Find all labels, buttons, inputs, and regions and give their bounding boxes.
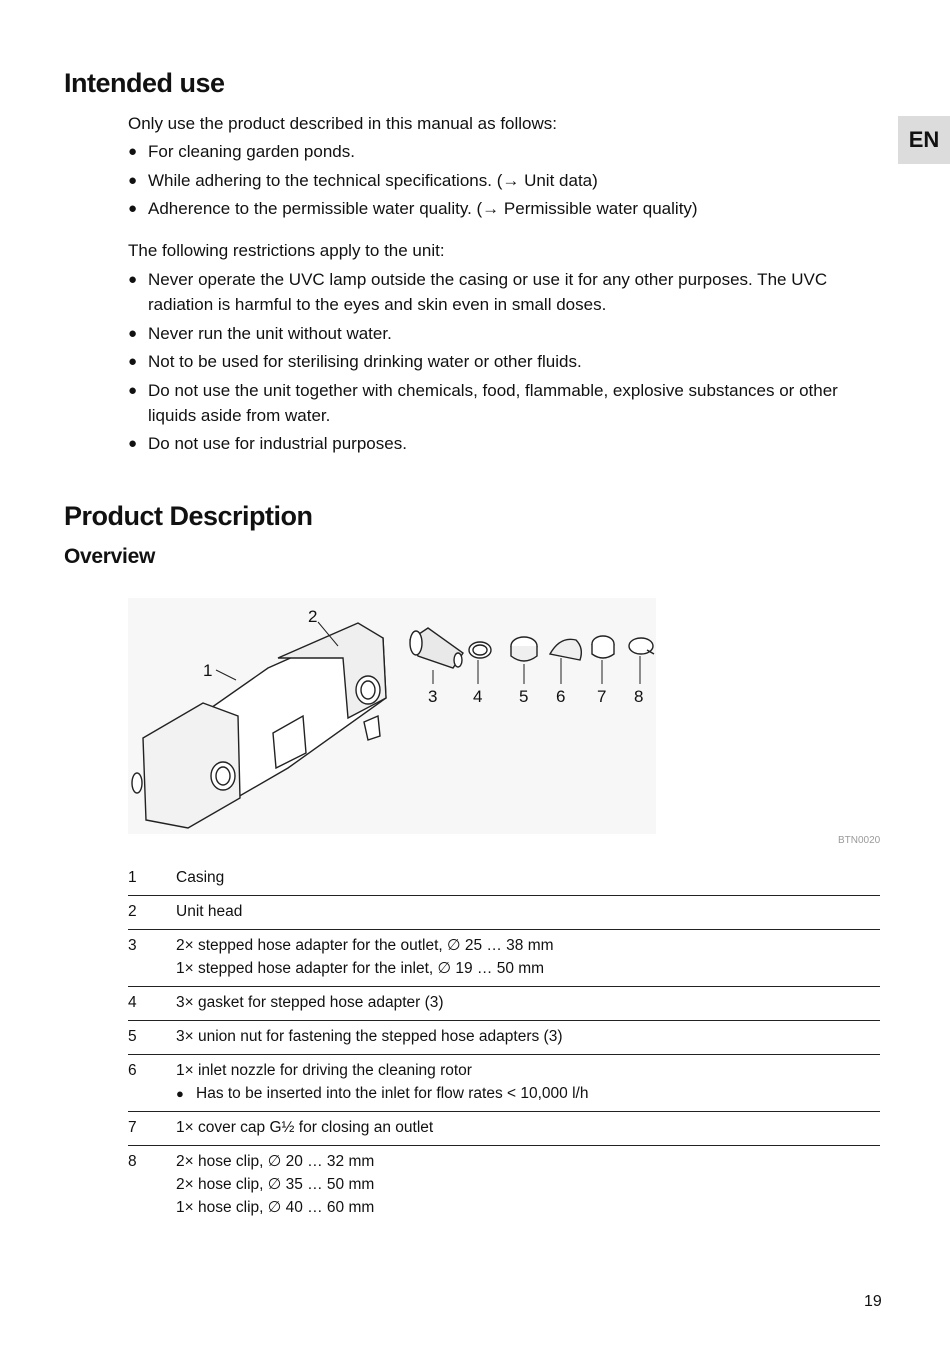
bullet-icon: ● [176, 1086, 184, 1101]
bullet-icon: ● [128, 435, 138, 452]
list-item: ● Do not use the unit together with chemicals, food, flammable, explosive substances or other liquids aside from water. [128, 378, 880, 428]
intended-use-intro: Only use the product described in this manual as follows: [128, 114, 558, 133]
list-item: ● While adhering to the technical specifications. (→ Unit data) [128, 168, 880, 193]
intended-use-list [128, 139, 880, 225]
list-item: ● Never operate the UVC lamp outside the casing or use it for any other purposes. The UVC radiation is harmful to the eyes and skin even in small doses. [128, 267, 880, 317]
part-description: 3× gasket for stepped hose adapter (3) [176, 994, 444, 1011]
figure-code: BTN0020 [838, 835, 881, 846]
bullet-icon: ● [128, 381, 138, 399]
part-number: 7 [128, 1119, 137, 1136]
table-row [128, 930, 880, 987]
part-description: Unit head [176, 903, 243, 920]
list-item: ● Adherence to the permissible water quality. (→ Permissible water quality) [128, 196, 880, 221]
figure-label: 6 [556, 687, 566, 706]
intended-use-heading: Intended use [64, 68, 225, 98]
table-row [128, 1055, 880, 1112]
part-number: 5 [128, 1028, 137, 1045]
overview-subheading: Overview [64, 545, 155, 568]
list-item: ● Never run the unit without water. [128, 321, 880, 346]
product-overview-illustration [128, 598, 656, 834]
bullet-icon: ● [128, 353, 138, 370]
table-row [128, 1146, 880, 1226]
part-description: Casing [176, 869, 225, 886]
part-description: 1× inlet nozzle for driving the cleaning rotor ● Has to be inserted into the inlet for flow rates < 10,000 l/h [176, 1055, 880, 1112]
bullet-icon: ● [128, 171, 138, 189]
part-number: 6 [128, 1062, 137, 1079]
list-item: ● For cleaning garden ponds. [128, 139, 880, 164]
figure-label: 8 [634, 687, 644, 706]
figure-label: 4 [473, 687, 483, 706]
table-row [128, 1021, 880, 1055]
table-row [128, 987, 880, 1021]
bullet-icon: ● [128, 324, 138, 342]
product-description-heading: Product Description [64, 501, 313, 531]
table-row [128, 896, 880, 930]
part-description: 3× union nut for fastening the stepped hose adapters (3) [176, 1028, 563, 1045]
table-row [128, 1112, 880, 1146]
page-number: 19 [864, 1293, 882, 1310]
list-item: ● Not to be used for sterilising drinking water or other fluids. [128, 349, 880, 374]
figure-label: 3 [428, 687, 438, 706]
figure-label: 7 [597, 687, 607, 706]
part-number: 2 [128, 903, 137, 920]
restrictions-list [128, 267, 880, 460]
part-description: 2× hose clip, ∅ 20 … 32 mm 2× hose clip, ∅ 35 … 50 mm 1× hose clip, ∅ 40 … 60 mm [176, 1153, 375, 1216]
language-tab: EN [898, 116, 950, 164]
part-number: 8 [128, 1153, 137, 1170]
bullet-icon: ● [128, 200, 138, 217]
figure-label: 1 [203, 661, 213, 680]
parts-table [128, 862, 880, 1225]
part-number: 3 [128, 937, 137, 954]
part-number: 1 [128, 869, 137, 886]
bullet-icon: ● [128, 143, 138, 160]
figure-label: 2 [308, 607, 318, 626]
part-description: 1× cover cap G½ for closing an outlet [176, 1119, 434, 1136]
figure-label: 5 [519, 687, 529, 706]
list-item: ● Do not use for industrial purposes. [128, 431, 880, 456]
part-number: 4 [128, 994, 137, 1011]
part-description: 2× stepped hose adapter for the outlet, ∅ 25 … 38 mm 1× stepped hose adapter for the inlet, ∅ 19 … 50 mm [176, 937, 554, 977]
restrictions-intro: The following restrictions apply to the unit: [128, 241, 445, 260]
table-row [128, 862, 880, 896]
bullet-icon: ● [128, 271, 138, 288]
